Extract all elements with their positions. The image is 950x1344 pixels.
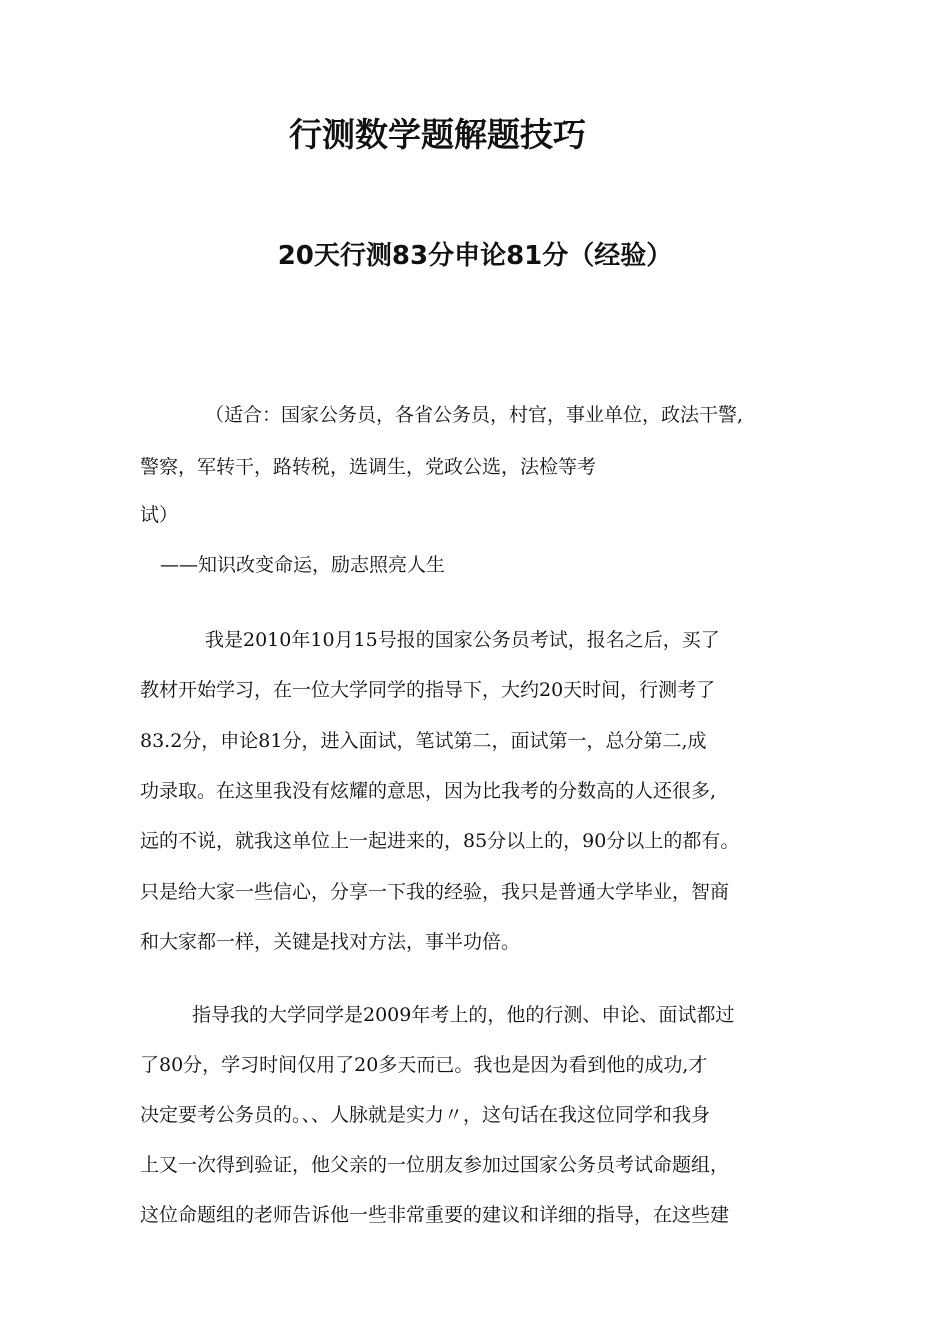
paragraph-line: 决定要考公务员的。、、人脉就是实力〃，这句话在我这位同学和我身 xyxy=(140,1104,711,1126)
paragraph-line: 指导我的大学同学是2009年考上的，他的行测、申论、面试都过 xyxy=(192,1004,735,1026)
document-title: 行测数学题解题技巧 xyxy=(289,115,586,154)
paragraph-line: 远的不说，就我这单位上一起进来的，85分以上的，90分以上的都有。 xyxy=(140,830,740,852)
paragraph-line: 这位命题组的老师告诉他一些非常重要的建议和详细的指导，在这些建 xyxy=(140,1204,730,1226)
paragraph-line: 我是2010年10月15号报的国家公务员考试，报名之后，买了 xyxy=(205,629,720,651)
intro-line: 试） xyxy=(140,504,179,526)
paragraph-line: 和大家都一样，关键是找对方法，事半功倍。 xyxy=(140,931,521,953)
paragraph-line: 83.2分，申论81分，进入面试，笔试第二，面试第一，总分第二,成 xyxy=(140,730,707,752)
intro-line: 警察，军转干，路转税，选调生，党政公选，法检等考 xyxy=(140,456,597,478)
intro-line: （适合：国家公务员，各省公务员，村官，事业单位，政法干警, xyxy=(205,404,744,426)
paragraph-line: 功录取。在这里我没有炫耀的意思，因为比我考的分数高的人还很多, xyxy=(140,780,717,802)
paragraph-line: 只是给大家一些信心，分享一下我的经验，我只是普通大学毕业，智商 xyxy=(140,881,730,903)
motto-line: ——知识改变命运，励志照亮人生 xyxy=(160,554,446,576)
paragraph-line: 了80分，学习时间仅用了20多天而已。我也是因为看到他的成功,才 xyxy=(140,1054,708,1076)
paragraph-line: 上又一次得到验证，他父亲的一位朋友参加过国家公务员考试命题组， xyxy=(140,1154,730,1176)
paragraph-line: 教材开始学习，在一位大学同学的指导下，大约20天时间，行测考了 xyxy=(140,679,716,701)
document-subtitle: 20天行测83分申论81分（经验） xyxy=(277,241,673,271)
